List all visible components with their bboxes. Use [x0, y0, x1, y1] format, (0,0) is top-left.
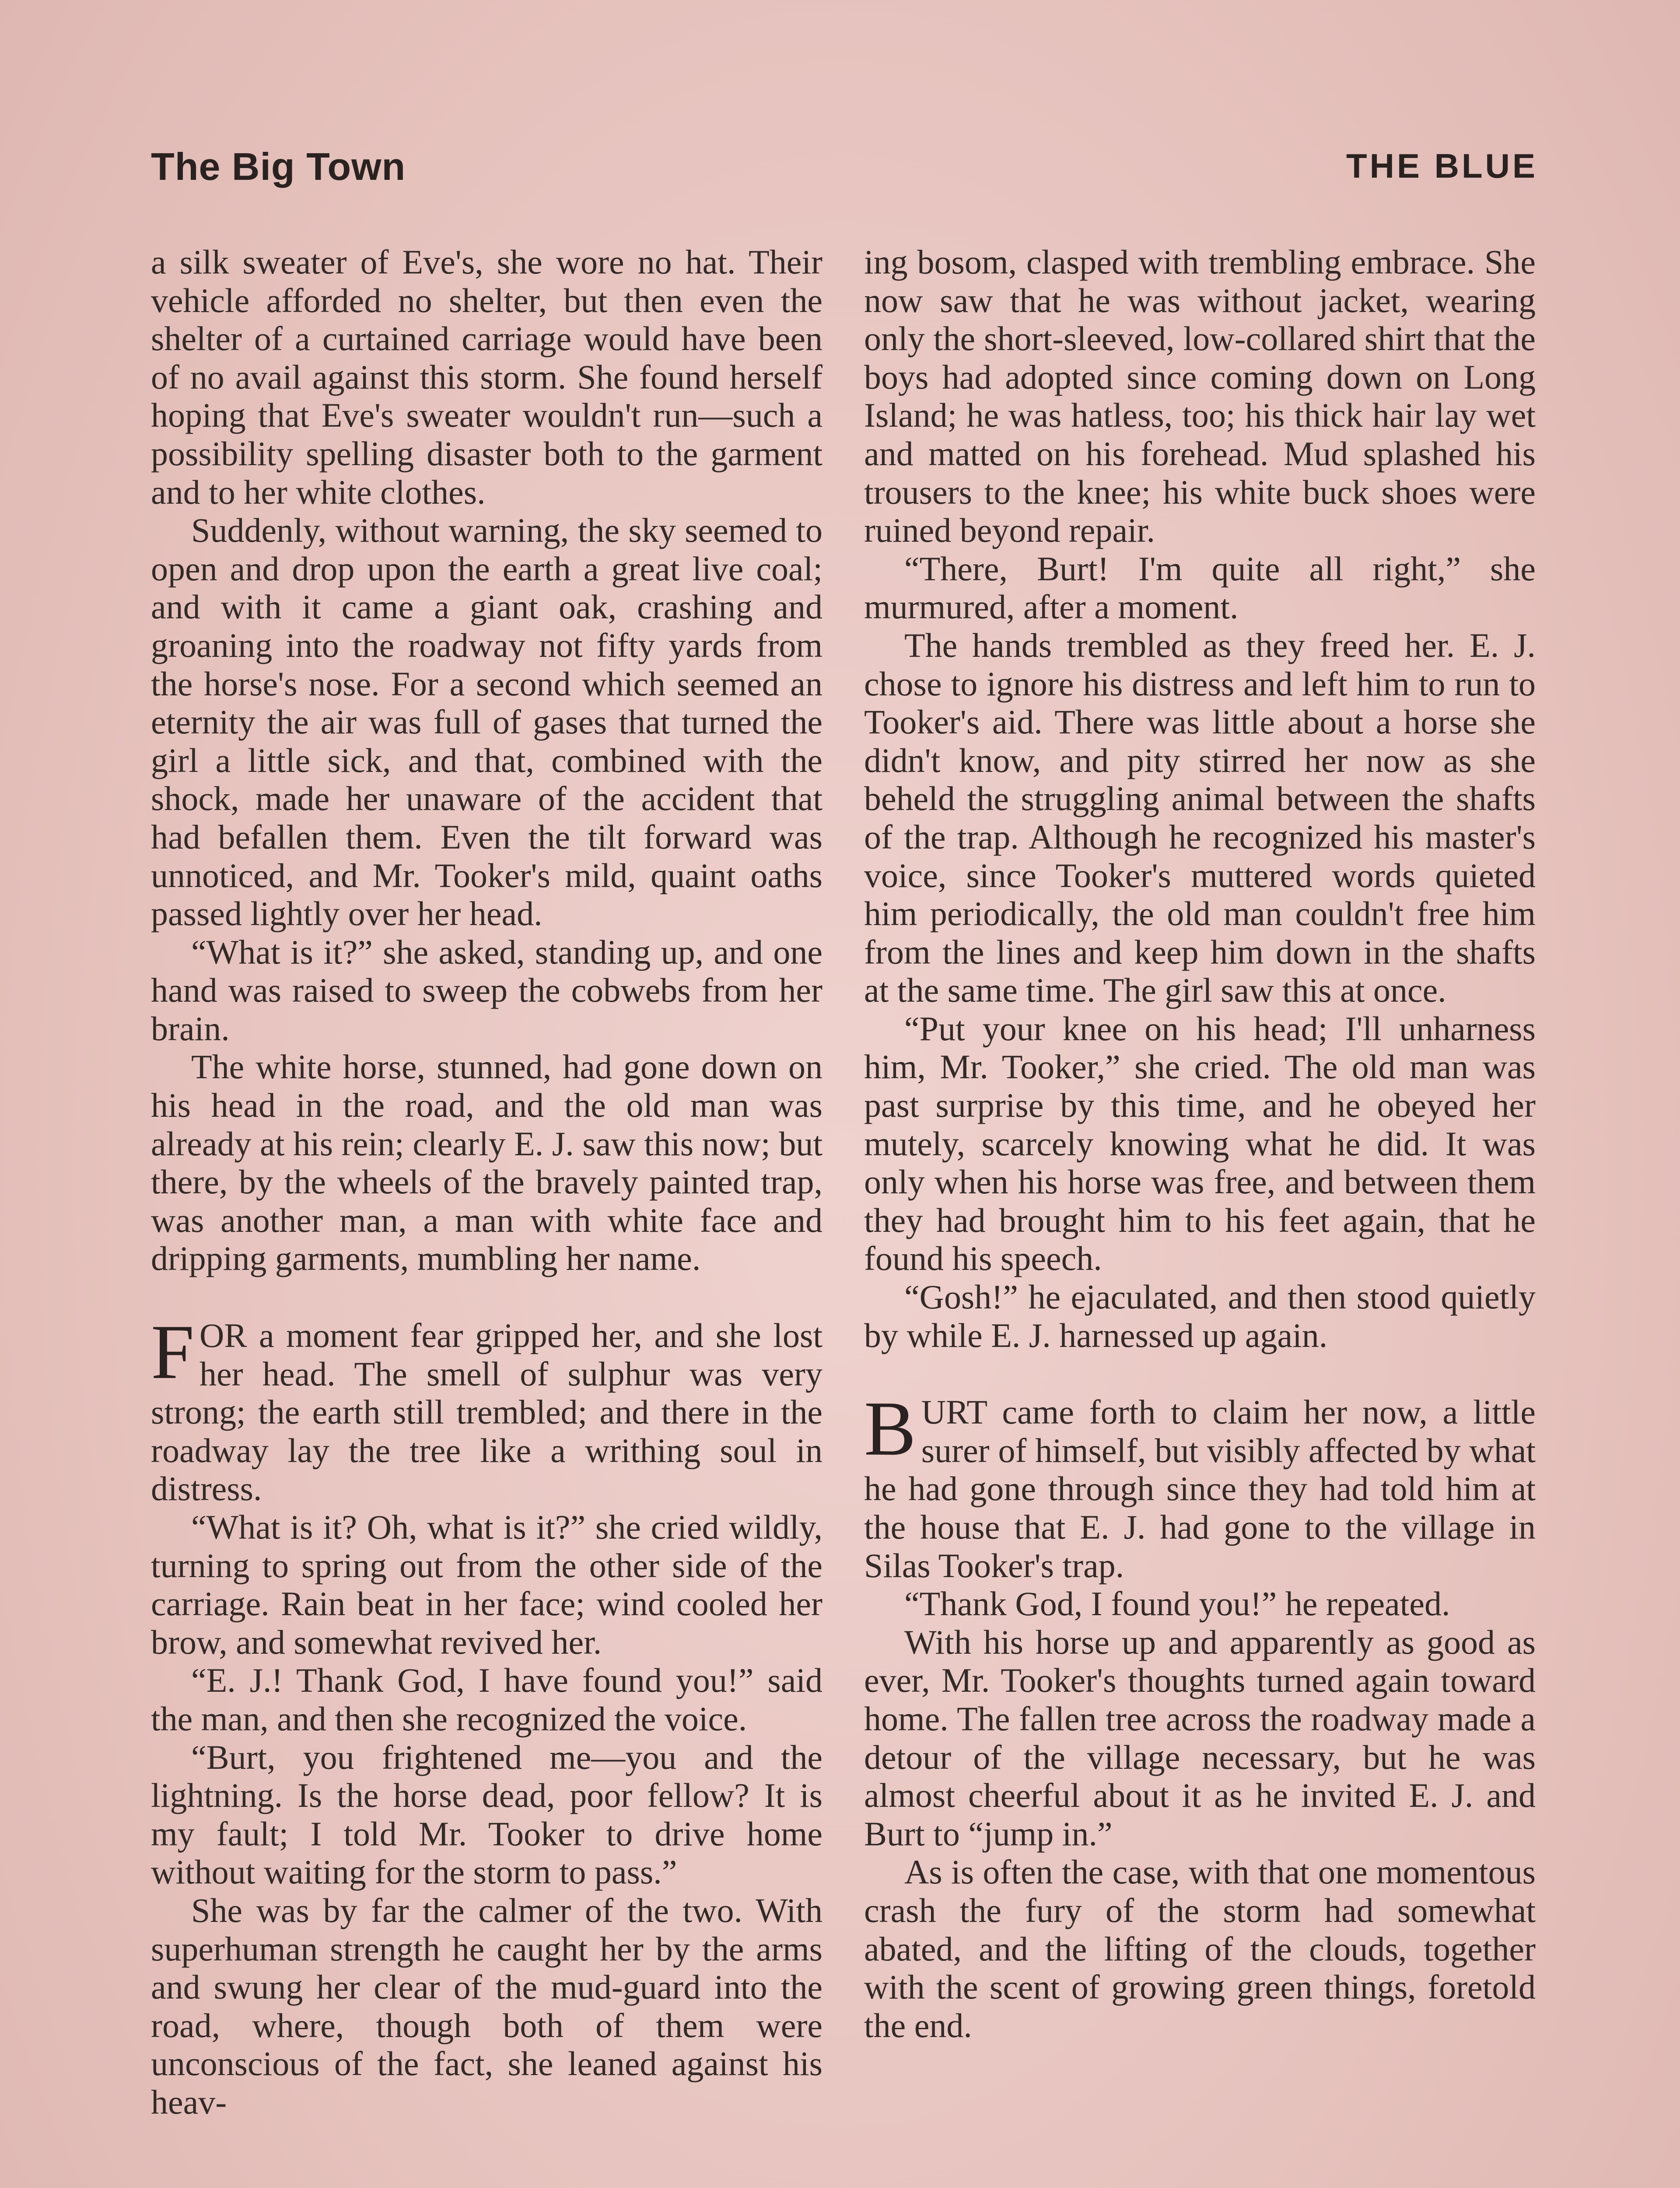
paragraph: “What is it? Oh, what is it?” she cried wildly, turning to spring out from the other side of the carriage. Rain beat in her face; wind cooled her brow, and somewhat revived her. — [151, 1508, 822, 1661]
paragraph: The hands trembled as they freed her. E. J. chose to ignore his distress and left him to run to Tooker's aid. There was little about a horse she didn't know, and pity stirred her now as she beheld the struggling animal between the shafts of the trap. Although he recognized his master's voice, since Tooker's muttered words quieted him periodically, the old man couldn't free him from the lines and keep him down in the shafts at the same time. The girl saw this at once. — [864, 626, 1536, 1010]
paragraph: “E. J.! Thank God, I have found you!” said the man, and then she recognized the voice. — [151, 1661, 822, 1738]
paragraph: a silk sweater of Eve's, she wore no hat. Their vehicle afforded no shelter, but then even the shelter of a curtained carriage would have been of no avail against this storm. She found herself hoping that Eve's sweater wouldn't run—such a possibility spelling disaster both to the garment and to her white clothes. — [151, 243, 822, 511]
paragraph: “Thank God, I found you!” he repeated. — [904, 1585, 1450, 1623]
drop-cap: F — [151, 1308, 194, 1396]
paragraph: ing bosom, clasped with trembling embrace. She now saw that he was without jacket, wearing only the short-sleeved, low-collared shirt that the boys had adopted since coming down on Long Island; he was hatless, too; his thick hair lay wet and matted on his forehead. Mud splashed his trousers to the knee; his white buck shoes were ruined beyond repair. — [864, 243, 1536, 550]
left-column — [151, 243, 822, 2121]
paragraph: With his horse up and apparently as good as ever, Mr. Tooker's thoughts turned again toward home. The fallen tree across the roadway made a detour of the village necessary, but he was almost cheerful about it as he invited E. J. and Burt to “jump in.” — [864, 1623, 1536, 1853]
paragraph: “What is it?” she asked, standing up, and one hand was raised to sweep the cobwebs from her brain. — [151, 933, 822, 1048]
paragraph: She was by far the calmer of the two. With superhuman strength he caught her by the arms and swung her clear of the mud-guard into the road, where, though both of them were unconscious of the fact, she leaned against his heav- — [151, 1891, 822, 2121]
paragraph: Suddenly, without warning, the sky seemed to open and drop upon the earth a great live coal; and with it came a giant oak, crashing and groaning into the roadway not fifty yards from the horse's nose. For a second which seemed an eternity the air was full of gases that turned the girl a little sick, and that, combined with the shock, made her unaware of the accident that had befallen them. Even the tilt forward was unnoticed, and Mr. Tooker's mild, quaint oaths passed lightly over her head. — [151, 511, 822, 933]
paragraph: As is often the case, with that one momentous crash the fury of the storm had somewhat abated, and the lifting of the clouds, together with the scent of growing green things, foretold the end. — [864, 1853, 1536, 2044]
section-paragraph — [151, 1308, 822, 1508]
section-title: The Big Town — [151, 145, 406, 188]
paragraph: “There, Burt! I'm quite all right,” she murmured, after a moment. — [864, 549, 1536, 626]
paragraph: The white horse, stunned, had gone down on his head in the road, and the old man was already at his rein; clearly E. J. saw this now; but there, by the wheels of the bravely painted trap, was another man, a man with white face and dripping garments, mumbling her name. — [151, 1048, 822, 1278]
paragraph-text: URT came forth to claim her now, a little surer of himself, but visibly affected by what he had gone through since they had told him at the house that E. J. had gone to the village in Silas Tooker's trap. — [864, 1393, 1536, 1585]
section-paragraph — [864, 1385, 1536, 1585]
right-column — [864, 243, 1536, 2044]
paragraph: “Put your knee on his head; I'll unharness him, Mr. Tooker,” she cried. The old man was past surprise by this time, and he obeyed her mutely, scarcely knowing what he did. It was only when his horse was free, and between them they had brought him to his feet again, that he found his speech. — [864, 1009, 1536, 1278]
magazine-title: THE BLUE — [1346, 147, 1538, 185]
running-head — [151, 144, 1538, 193]
paragraph: “Burt, you frightened me—you and the lightning. Is the horse dead, poor fellow? It is my fault; I told Mr. Tooker to drive home without waiting for the storm to pass.” — [151, 1738, 822, 1891]
drop-cap: B — [864, 1385, 916, 1472]
paragraph: “Gosh!” he ejaculated, and then stood quietly by while E. J. harnessed up again. — [864, 1278, 1536, 1354]
paragraph-text: OR a moment fear gripped her, and she lost her head. The smell of sulphur was very strong; the earth still trembled; and there in the roadway lay the tree like a writhing soul in distress. — [151, 1316, 822, 1508]
